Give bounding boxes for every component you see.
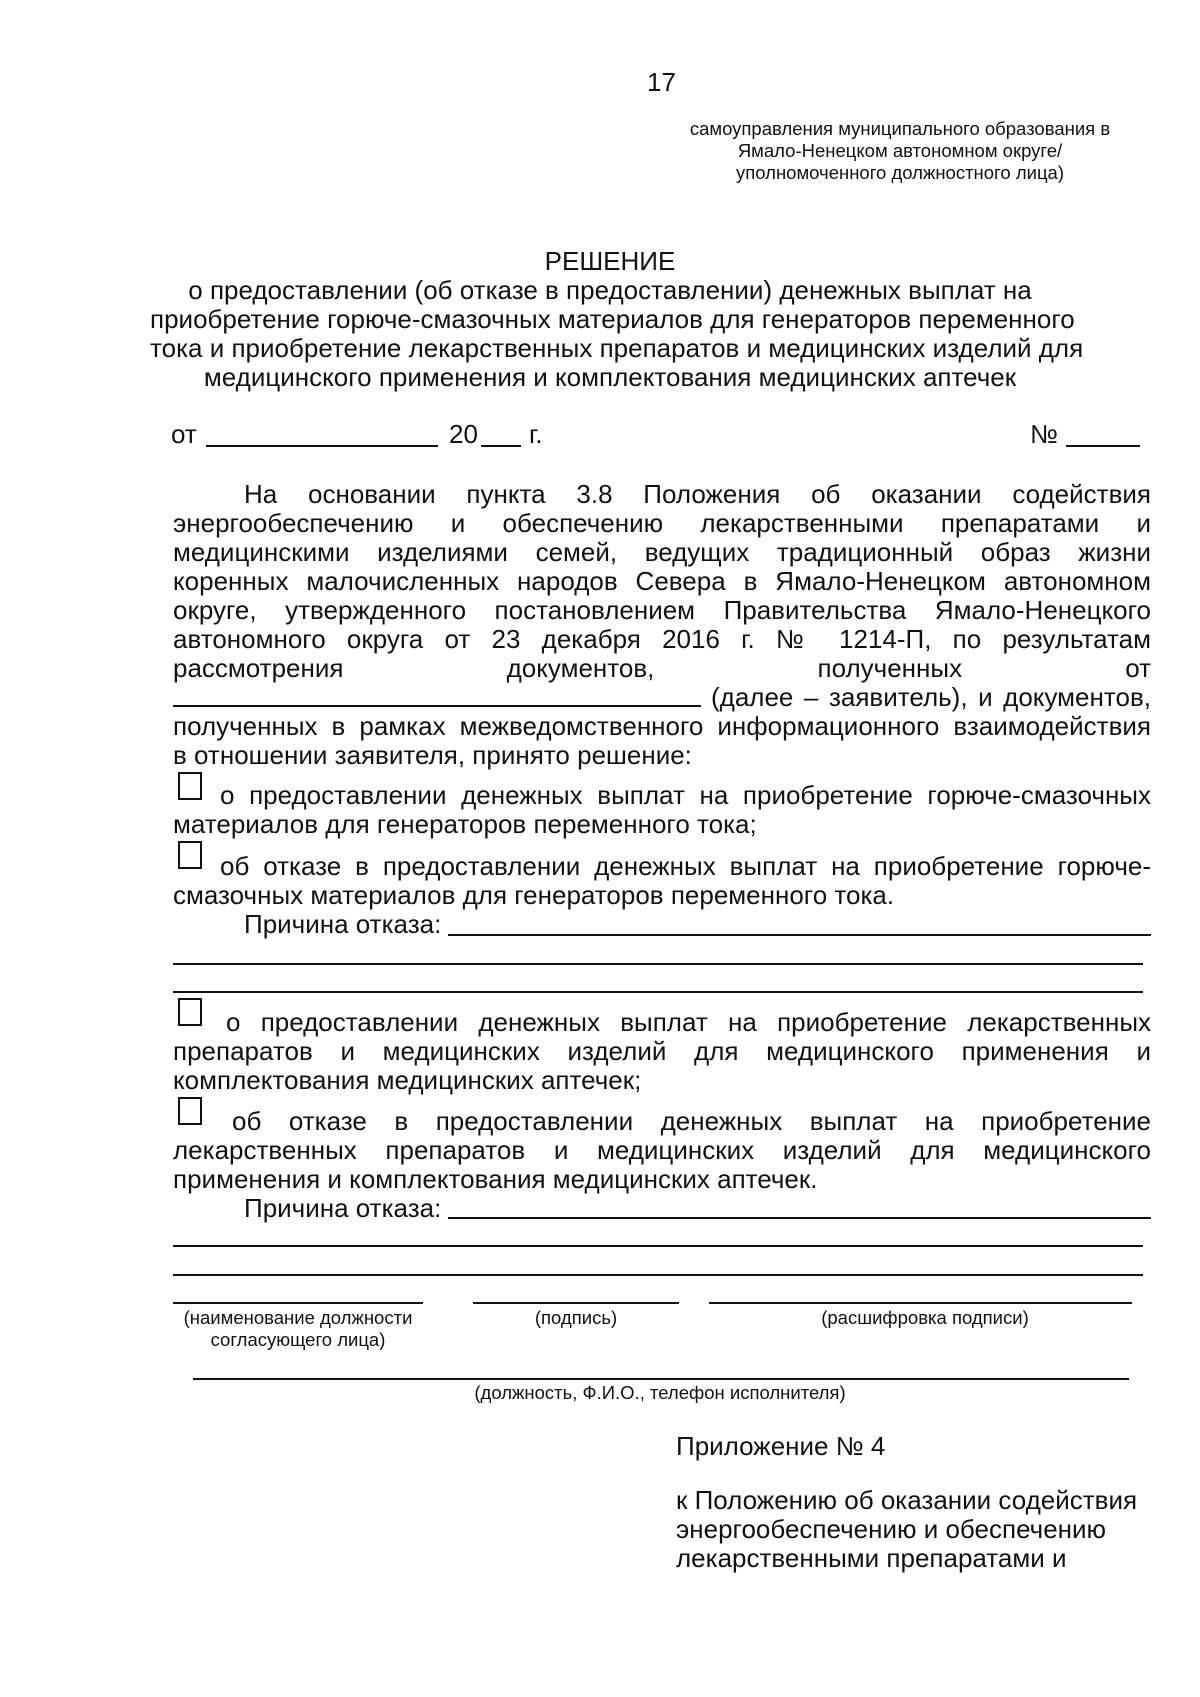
decoding-caption: (расшифровка подписи) — [821, 1307, 1029, 1328]
header-note — [660, 118, 1140, 184]
medicine-grant-checkbox[interactable] — [178, 998, 202, 1026]
year-blank — [481, 445, 521, 447]
header-note-line: уполномоченного должностного лица) — [736, 162, 1064, 183]
medicine-grant-text: о предоставлении денежных выплат на приобретение лекарственных — [226, 1007, 1151, 1037]
date-from-label: от — [171, 419, 197, 449]
position-signature-line — [173, 1302, 423, 1304]
appendix-line: к Положению об оказании содействия — [676, 1485, 1138, 1515]
title-line: медицинского применения и комплектования медицинских аптечек — [203, 362, 1017, 392]
appendix-line: энергообеспечению и обеспечению — [676, 1514, 1107, 1544]
refusal-reason-blank[interactable] — [173, 1245, 1143, 1247]
position-caption-line: согласующего лица) — [210, 1329, 386, 1350]
fuel-refuse-checkbox[interactable] — [178, 841, 202, 869]
body-line: округе, утвержденного постановлением Правительства Ямало-Ненецкого — [173, 595, 1151, 625]
body-line: На основании пункта 3.8 Положения об оказании содействия — [244, 479, 1151, 509]
header-note-line: самоуправления муниципального образования в — [689, 118, 1111, 139]
number-blank — [1066, 445, 1140, 447]
refusal-reason-blank[interactable] — [173, 963, 1143, 965]
refusal-reason-label: Причина отказа: — [244, 1193, 442, 1223]
fuel-grant-checkbox[interactable] — [178, 772, 202, 800]
date-year-prefix: 20 — [449, 419, 478, 449]
document-title — [150, 246, 1084, 392]
decoding-signature-line — [709, 1302, 1132, 1304]
body-line: медицинскими изделиями семей, ведущих традиционный образ жизни — [173, 537, 1151, 567]
title-line: о предоставлении (об отказе в предоставлении) денежных выплат на — [188, 275, 1032, 305]
appendix-text — [676, 1486, 1137, 1573]
number-sign: № — [1030, 419, 1058, 449]
appendix-line: лекарственными препаратами и — [676, 1543, 1067, 1573]
page-number: 17 — [647, 67, 676, 97]
signature-caption: (подпись) — [534, 1307, 618, 1328]
fuel-grant-text: материалов для генераторов переменного тока; — [173, 809, 757, 839]
title-line: тока и приобретение лекарственных препаратов и медицинских изделий для — [150, 333, 1084, 363]
medicine-refuse-text: лекарственных препаратов и медицинских изделий для медицинского — [173, 1135, 1151, 1165]
header-note-line: Ямало-Ненецком автономном округе/ — [737, 140, 1063, 161]
date-year-suffix: г. — [529, 419, 543, 449]
body-line: энергообеспечению и обеспечению лекарственными препаратами и — [173, 508, 1151, 538]
body-line: в отношении заявителя, принято решение: — [173, 740, 692, 770]
medicine-refuse-text: применения и комплектования медицинских аптечек. — [173, 1164, 818, 1194]
appendix-title: Приложение № 4 — [676, 1431, 886, 1461]
date-blank — [206, 445, 438, 447]
body-line: автономного округа от 23 декабря 2016 г. № 1214-П, по результатам — [173, 624, 1151, 654]
refusal-reason-blank[interactable] — [173, 1274, 1143, 1276]
body-line: рассмотрения документов, полученных от — [173, 653, 1151, 683]
body-line: коренных малочисленных народов Севера в Ямало-Ненецком автономном — [173, 566, 1151, 596]
refusal-reason-label: Причина отказа: — [244, 909, 442, 939]
title-line: приобретение горюче-смазочных материалов для генераторов переменного — [150, 304, 1075, 334]
fuel-refuse-text: смазочных материалов для генераторов переменного тока. — [173, 880, 895, 910]
title-heading: РЕШЕНИЕ — [544, 246, 676, 276]
applicant-blank — [173, 705, 701, 707]
medicine-refuse-checkbox[interactable] — [178, 1097, 202, 1125]
refusal-reason-blank[interactable] — [448, 1217, 1151, 1219]
body-line: полученных в рамках межведомственного информационного взаимодействия — [173, 711, 1151, 741]
body-line: (далее – заявитель), и документов, — [711, 682, 1151, 712]
medicine-grant-text: комплектования медицинских аптечек; — [173, 1065, 642, 1095]
fuel-refuse-text: об отказе в предоставлении денежных выплат на приобретение горюче- — [220, 851, 1151, 881]
position-caption-line: (наименование должности — [183, 1307, 413, 1328]
executor-caption: (должность, Ф.И.О., телефон исполнителя) — [474, 1382, 846, 1403]
refusal-reason-blank[interactable] — [173, 991, 1143, 993]
medicine-refuse-text: об отказе в предоставлении денежных выплат на приобретение — [232, 1106, 1151, 1136]
signature-line — [473, 1302, 679, 1304]
executor-line — [193, 1378, 1129, 1380]
fuel-grant-text: о предоставлении денежных выплат на приобретение горюче-смазочных — [220, 780, 1151, 810]
medicine-grant-text: препаратов и медицинских изделий для медицинского применения и — [173, 1036, 1151, 1066]
position-caption — [160, 1307, 436, 1351]
refusal-reason-blank[interactable] — [448, 934, 1151, 936]
